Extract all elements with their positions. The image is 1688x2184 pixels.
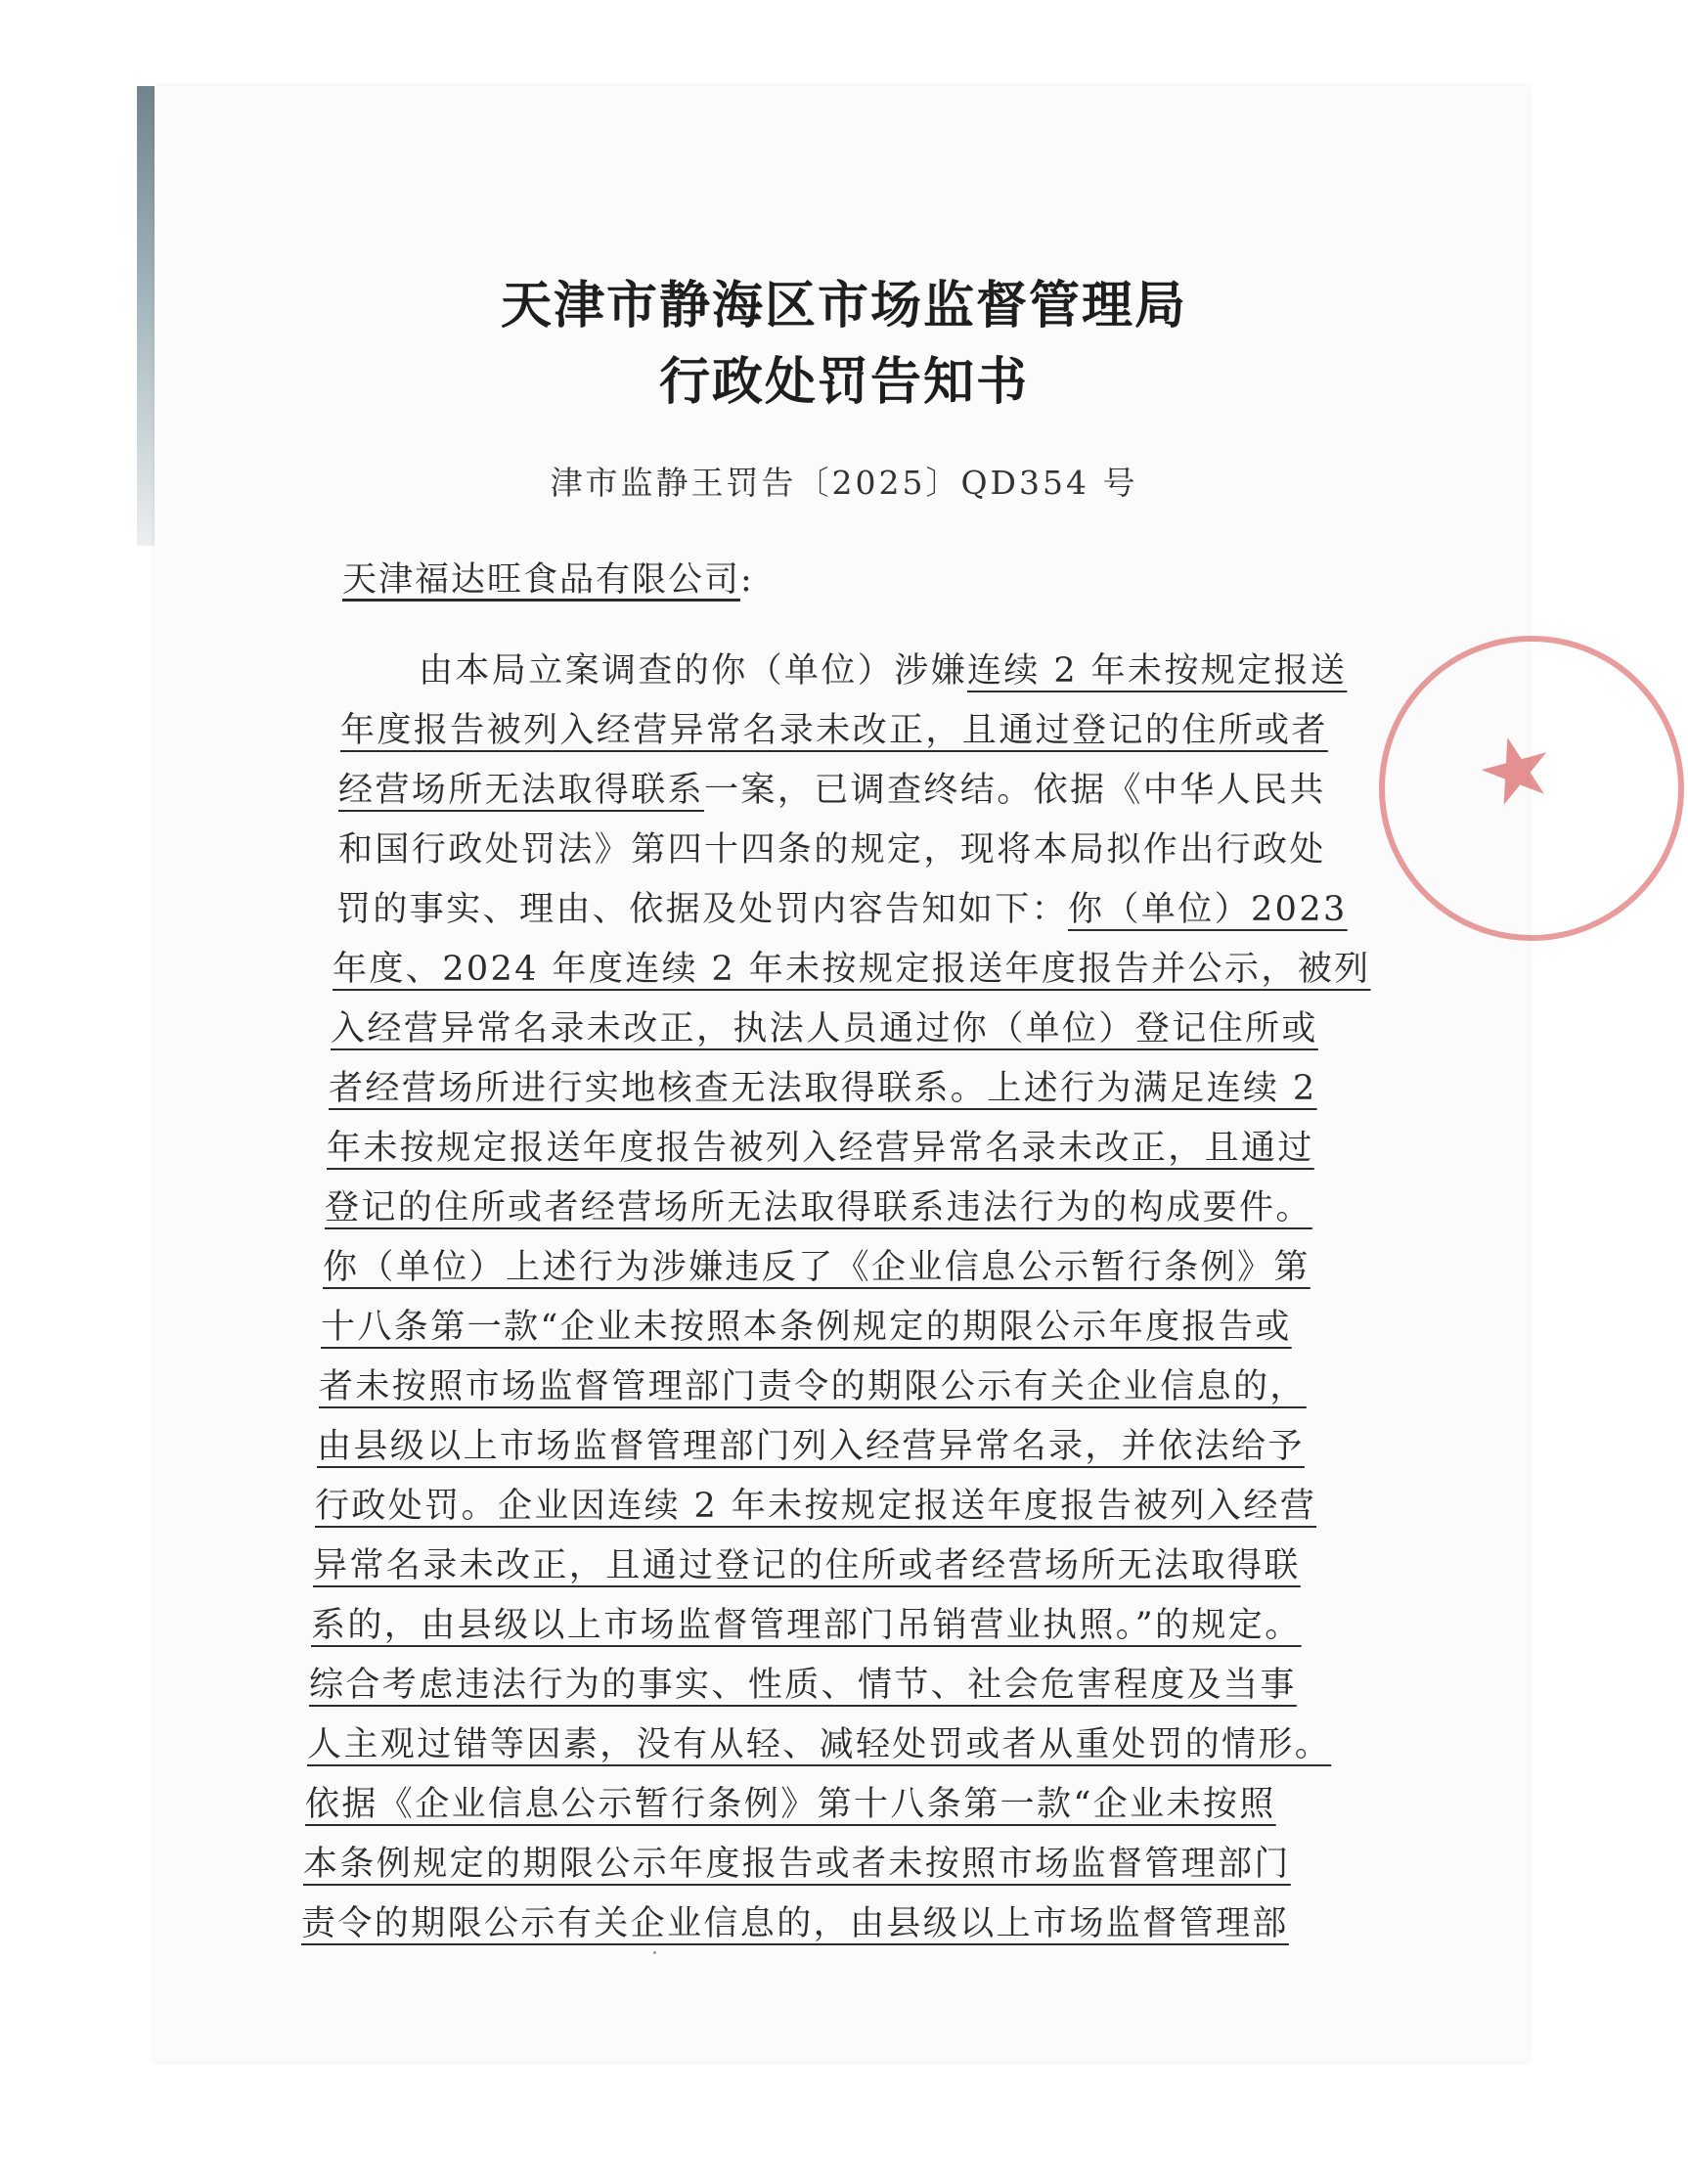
body-line bbox=[313, 1538, 1301, 1587]
body-line bbox=[340, 703, 1328, 752]
document-number: 津市监静王罚告〔2025〕QD354 号 bbox=[550, 464, 1138, 502]
body-line bbox=[311, 1598, 1302, 1647]
body-line bbox=[321, 1300, 1292, 1349]
body-line bbox=[309, 1658, 1297, 1707]
body-text: 由本局立案调查的你（单位）涉嫌 bbox=[419, 651, 968, 691]
body-line bbox=[315, 1479, 1316, 1528]
underlined-text: 入经营异常名录未改正，执法人员通过你（单位）登记住所或 bbox=[331, 1009, 1318, 1048]
body-line bbox=[319, 1359, 1307, 1408]
body-text: 一案，已调查终结。依据《中华人民共 bbox=[704, 771, 1326, 810]
addressee-colon: : bbox=[740, 560, 754, 600]
document-title-type: 行政处罚告知书 bbox=[658, 352, 1029, 412]
body-line bbox=[307, 1717, 1331, 1766]
body-line bbox=[325, 1181, 1312, 1229]
seal-star-icon: ★ bbox=[1464, 710, 1568, 830]
underlined-text: 你（单位）2023 bbox=[1068, 890, 1348, 929]
body-line bbox=[338, 763, 1326, 812]
body-line bbox=[333, 942, 1371, 991]
underlined-text: 登记的住所或者经营场所无法取得联系违法行为的构成要件。 bbox=[325, 1188, 1312, 1227]
body-line bbox=[317, 1419, 1305, 1468]
document-title-agency: 天津市静海区市场监督管理局 bbox=[500, 276, 1187, 335]
underlined-text: 年度报告被列入经营异常名录未改正，且通过登记的住所或者 bbox=[340, 711, 1328, 750]
underlined-text: 由县级以上市场监督管理部门列入经营异常名录，并依法给予 bbox=[317, 1427, 1305, 1466]
underlined-text: 本条例规定的期限公示年度报告或者未按照市场监督管理部门 bbox=[303, 1845, 1291, 1884]
body-line bbox=[419, 644, 1347, 692]
body-text: 罚的事实、理由、依据及处罚内容告知如下： bbox=[336, 890, 1069, 929]
underlined-text: 人主观过错等因素，没有从轻、减轻处罚或者从重处罚的情形。 bbox=[307, 1725, 1332, 1764]
body-line bbox=[301, 1896, 1289, 1945]
underlined-text: 异常名录未改正，且通过登记的住所或者经营场所无法取得联 bbox=[313, 1546, 1301, 1585]
body-line bbox=[323, 1240, 1310, 1289]
underlined-text: 行政处罚。企业因连续 2 年未按规定报送年度报告被列入经营 bbox=[315, 1487, 1317, 1526]
underlined-text: 年度、2024 年度连续 2 年未按规定报送年度报告并公示，被列 bbox=[333, 950, 1371, 989]
underlined-text: 十八条第一款“企业未按照本条例规定的期限公示年度报告或 bbox=[321, 1308, 1292, 1347]
body-line bbox=[336, 882, 1348, 931]
underlined-text: 年未按规定报送年度报告被列入经营异常名录未改正，且通过 bbox=[327, 1129, 1314, 1168]
underlined-text: 者经营场所进行实地核查无法取得联系。上述行为满足连续 2 bbox=[329, 1069, 1317, 1108]
body-text: 和国行政处罚法》第四十四条的规定，现将本局拟作出行政处 bbox=[338, 830, 1326, 869]
body-line bbox=[331, 1002, 1318, 1050]
underlined-text: 者未按照市场监督管理部门责令的期限公示有关企业信息的， bbox=[319, 1367, 1307, 1406]
underlined-text: 经营场所无法取得联系 bbox=[338, 771, 705, 810]
underlined-text: 连续 2 年未按规定报送 bbox=[967, 651, 1348, 691]
underlined-text: 综合考虑违法行为的事实、性质、情节、社会危害程度及当事 bbox=[309, 1666, 1297, 1705]
body-line bbox=[327, 1121, 1314, 1170]
underlined-text: 依据《企业信息公示暂行条例》第十八条第一款“企业未按照 bbox=[305, 1785, 1276, 1824]
body-line bbox=[303, 1837, 1291, 1886]
body-line bbox=[305, 1777, 1276, 1826]
addressee-name: 天津福达旺食品有限公司 bbox=[342, 560, 741, 600]
underlined-text: 系的，由县级以上市场监督管理部门吊销营业执照。”的规定。 bbox=[311, 1606, 1302, 1645]
body-line bbox=[338, 823, 1326, 871]
underlined-text: 你（单位）上述行为涉嫌违反了《企业信息公示暂行条例》第 bbox=[323, 1248, 1310, 1287]
paper-speck bbox=[653, 1951, 656, 1954]
underlined-text: 责令的期限公示有关企业信息的，由县级以上市场监督管理部 bbox=[301, 1904, 1289, 1943]
addressee bbox=[342, 553, 754, 602]
body-line bbox=[329, 1061, 1317, 1110]
